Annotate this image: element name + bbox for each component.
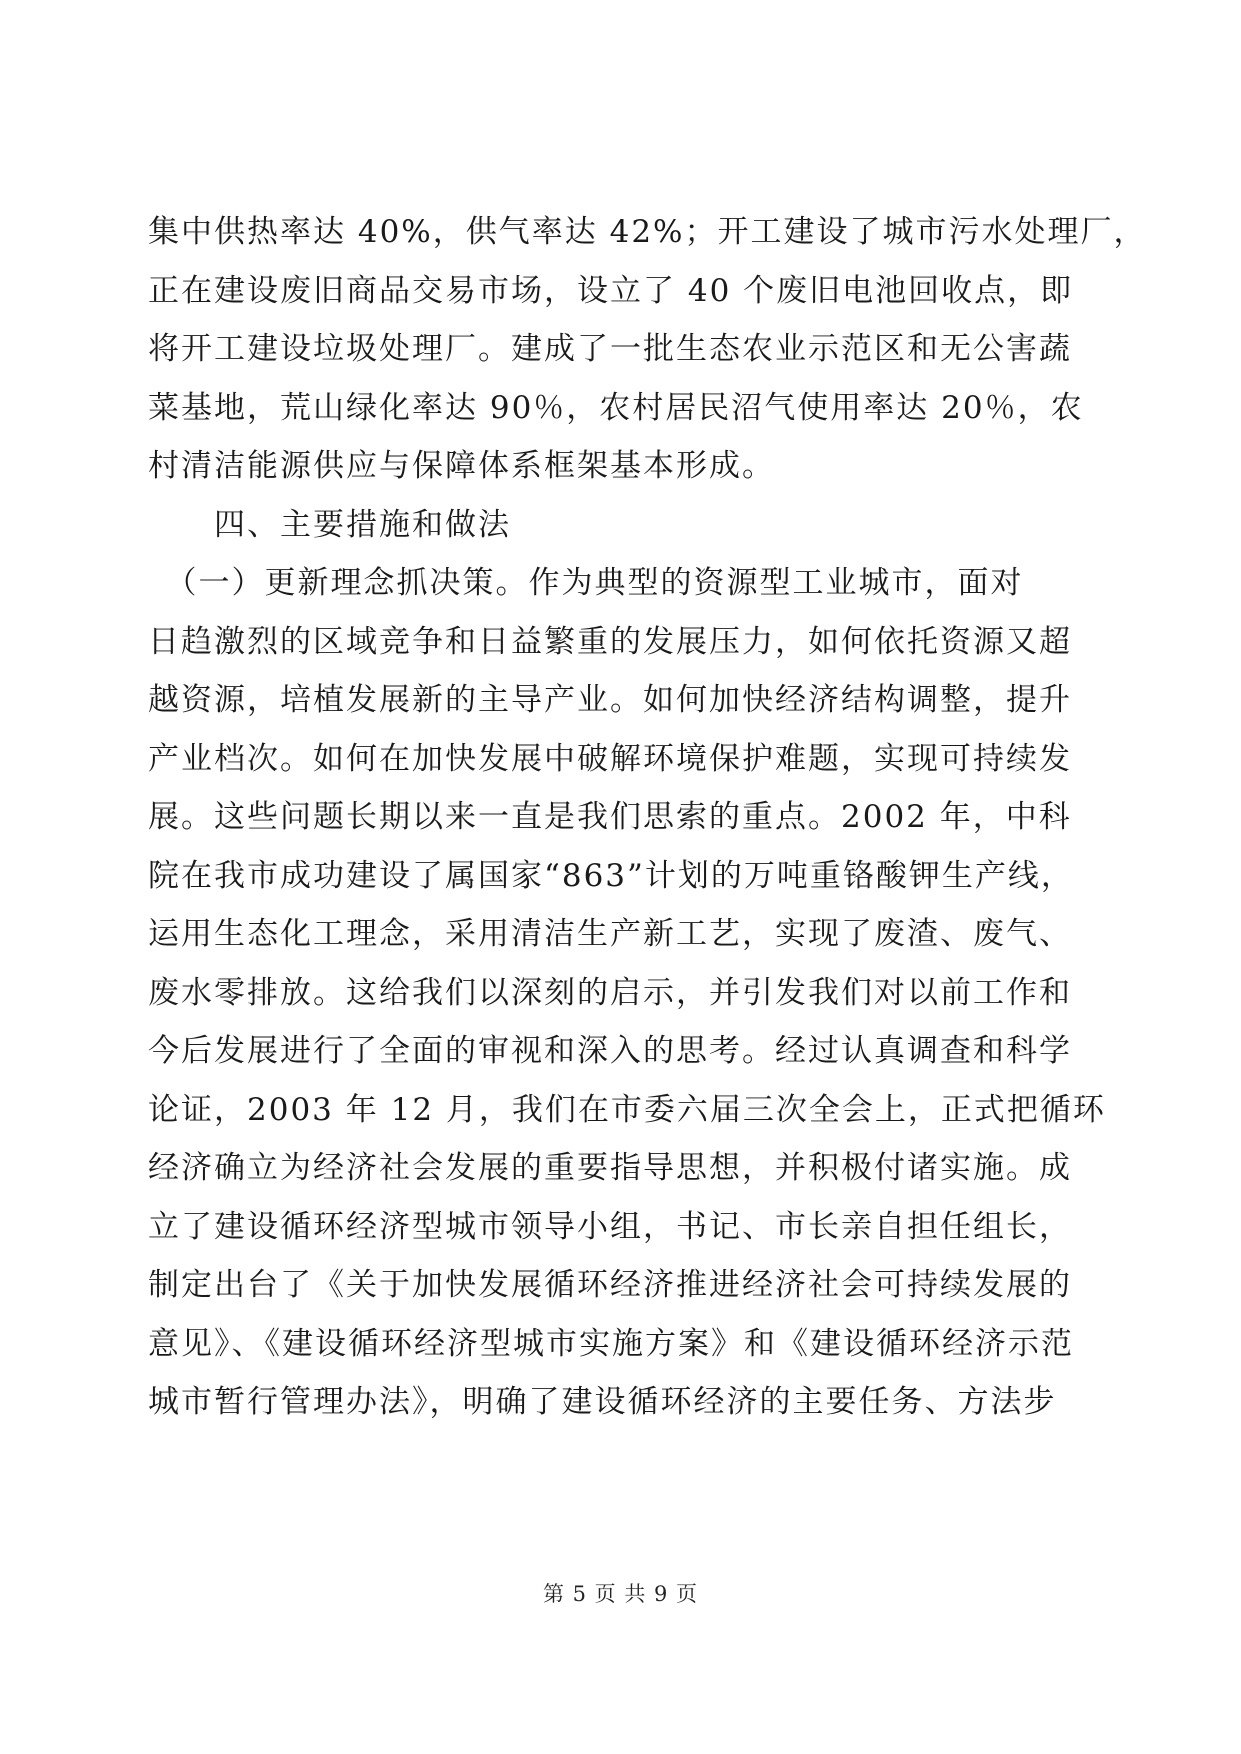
text-line: 立了建设循环经济型城市领导小组，书记、市长亲自担任组长， <box>148 1208 1072 1245</box>
text-line: 将开工建设垃圾处理厂。建成了一批生态农业示范区和无公害蔬 <box>148 331 1072 367</box>
text-line: 运用生态化工理念，采用清洁生产新工艺，实现了废渣、废气、 <box>148 916 1072 952</box>
subsection-heading-line: （一）更新理念抓决策。作为典型的资源型工业城市，面对 <box>148 565 1024 601</box>
text-line: 越资源，培植发展新的主导产业。如何加快经济结构调整，提升 <box>148 682 1072 718</box>
text-line: 经济确立为经济社会发展的重要指导思想，并积极付诸实施。成 <box>148 1150 1072 1186</box>
text-line: 正在建设废旧商品交易市场，设立了 40 个废旧电池回收点，即 <box>148 272 1074 309</box>
text-line: 产业档次。如何在加快发展中破解环境保护难题，实现可持续发 <box>148 740 1072 777</box>
text-line: 村清洁能源供应与保障体系框架基本形成。 <box>148 448 775 484</box>
text-line: 日趋激烈的区域竞争和日益繁重的发展压力，如何依托资源又超 <box>148 623 1072 660</box>
text-line: 意见》、《建设循环经济型城市实施方案》和《建设循环经济示范 <box>148 1325 1074 1362</box>
text-line: 制定出台了《关于加快发展循环经济推进经济社会可持续发展的 <box>148 1267 1072 1303</box>
text-line: 展。这些问题长期以来一直是我们思索的重点。2002 年，中科 <box>148 799 1072 835</box>
text-line: 院在我市成功建设了属国家“863”计划的万吨重铬酸钾生产线， <box>148 857 1074 894</box>
body-text <box>148 203 1147 1432</box>
page-footer: 第 5 页 共 9 页 <box>542 1582 699 1606</box>
text-line: 集中供热率达 40%，供气率达 42%；开工建设了城市污水处理厂， <box>148 214 1147 250</box>
text-line: 菜基地，荒山绿化率达 90％，农村居民沼气使用率达 20％，农 <box>148 389 1084 426</box>
text-line: 今后发展进行了全面的审视和深入的思考。经过认真调查和科学 <box>148 1033 1072 1069</box>
section-heading: 四、主要措施和做法 <box>148 506 511 543</box>
text-line: 城市暂行管理办法》，明确了建设循环经济的主要任务、方法步 <box>148 1384 1057 1420</box>
text-line: 论证，2003 年 12 月，我们在市委六届三次全会上，正式把循环 <box>148 1091 1106 1128</box>
text-line: 废水零排放。这给我们以深刻的启示，并引发我们对以前工作和 <box>148 974 1072 1011</box>
